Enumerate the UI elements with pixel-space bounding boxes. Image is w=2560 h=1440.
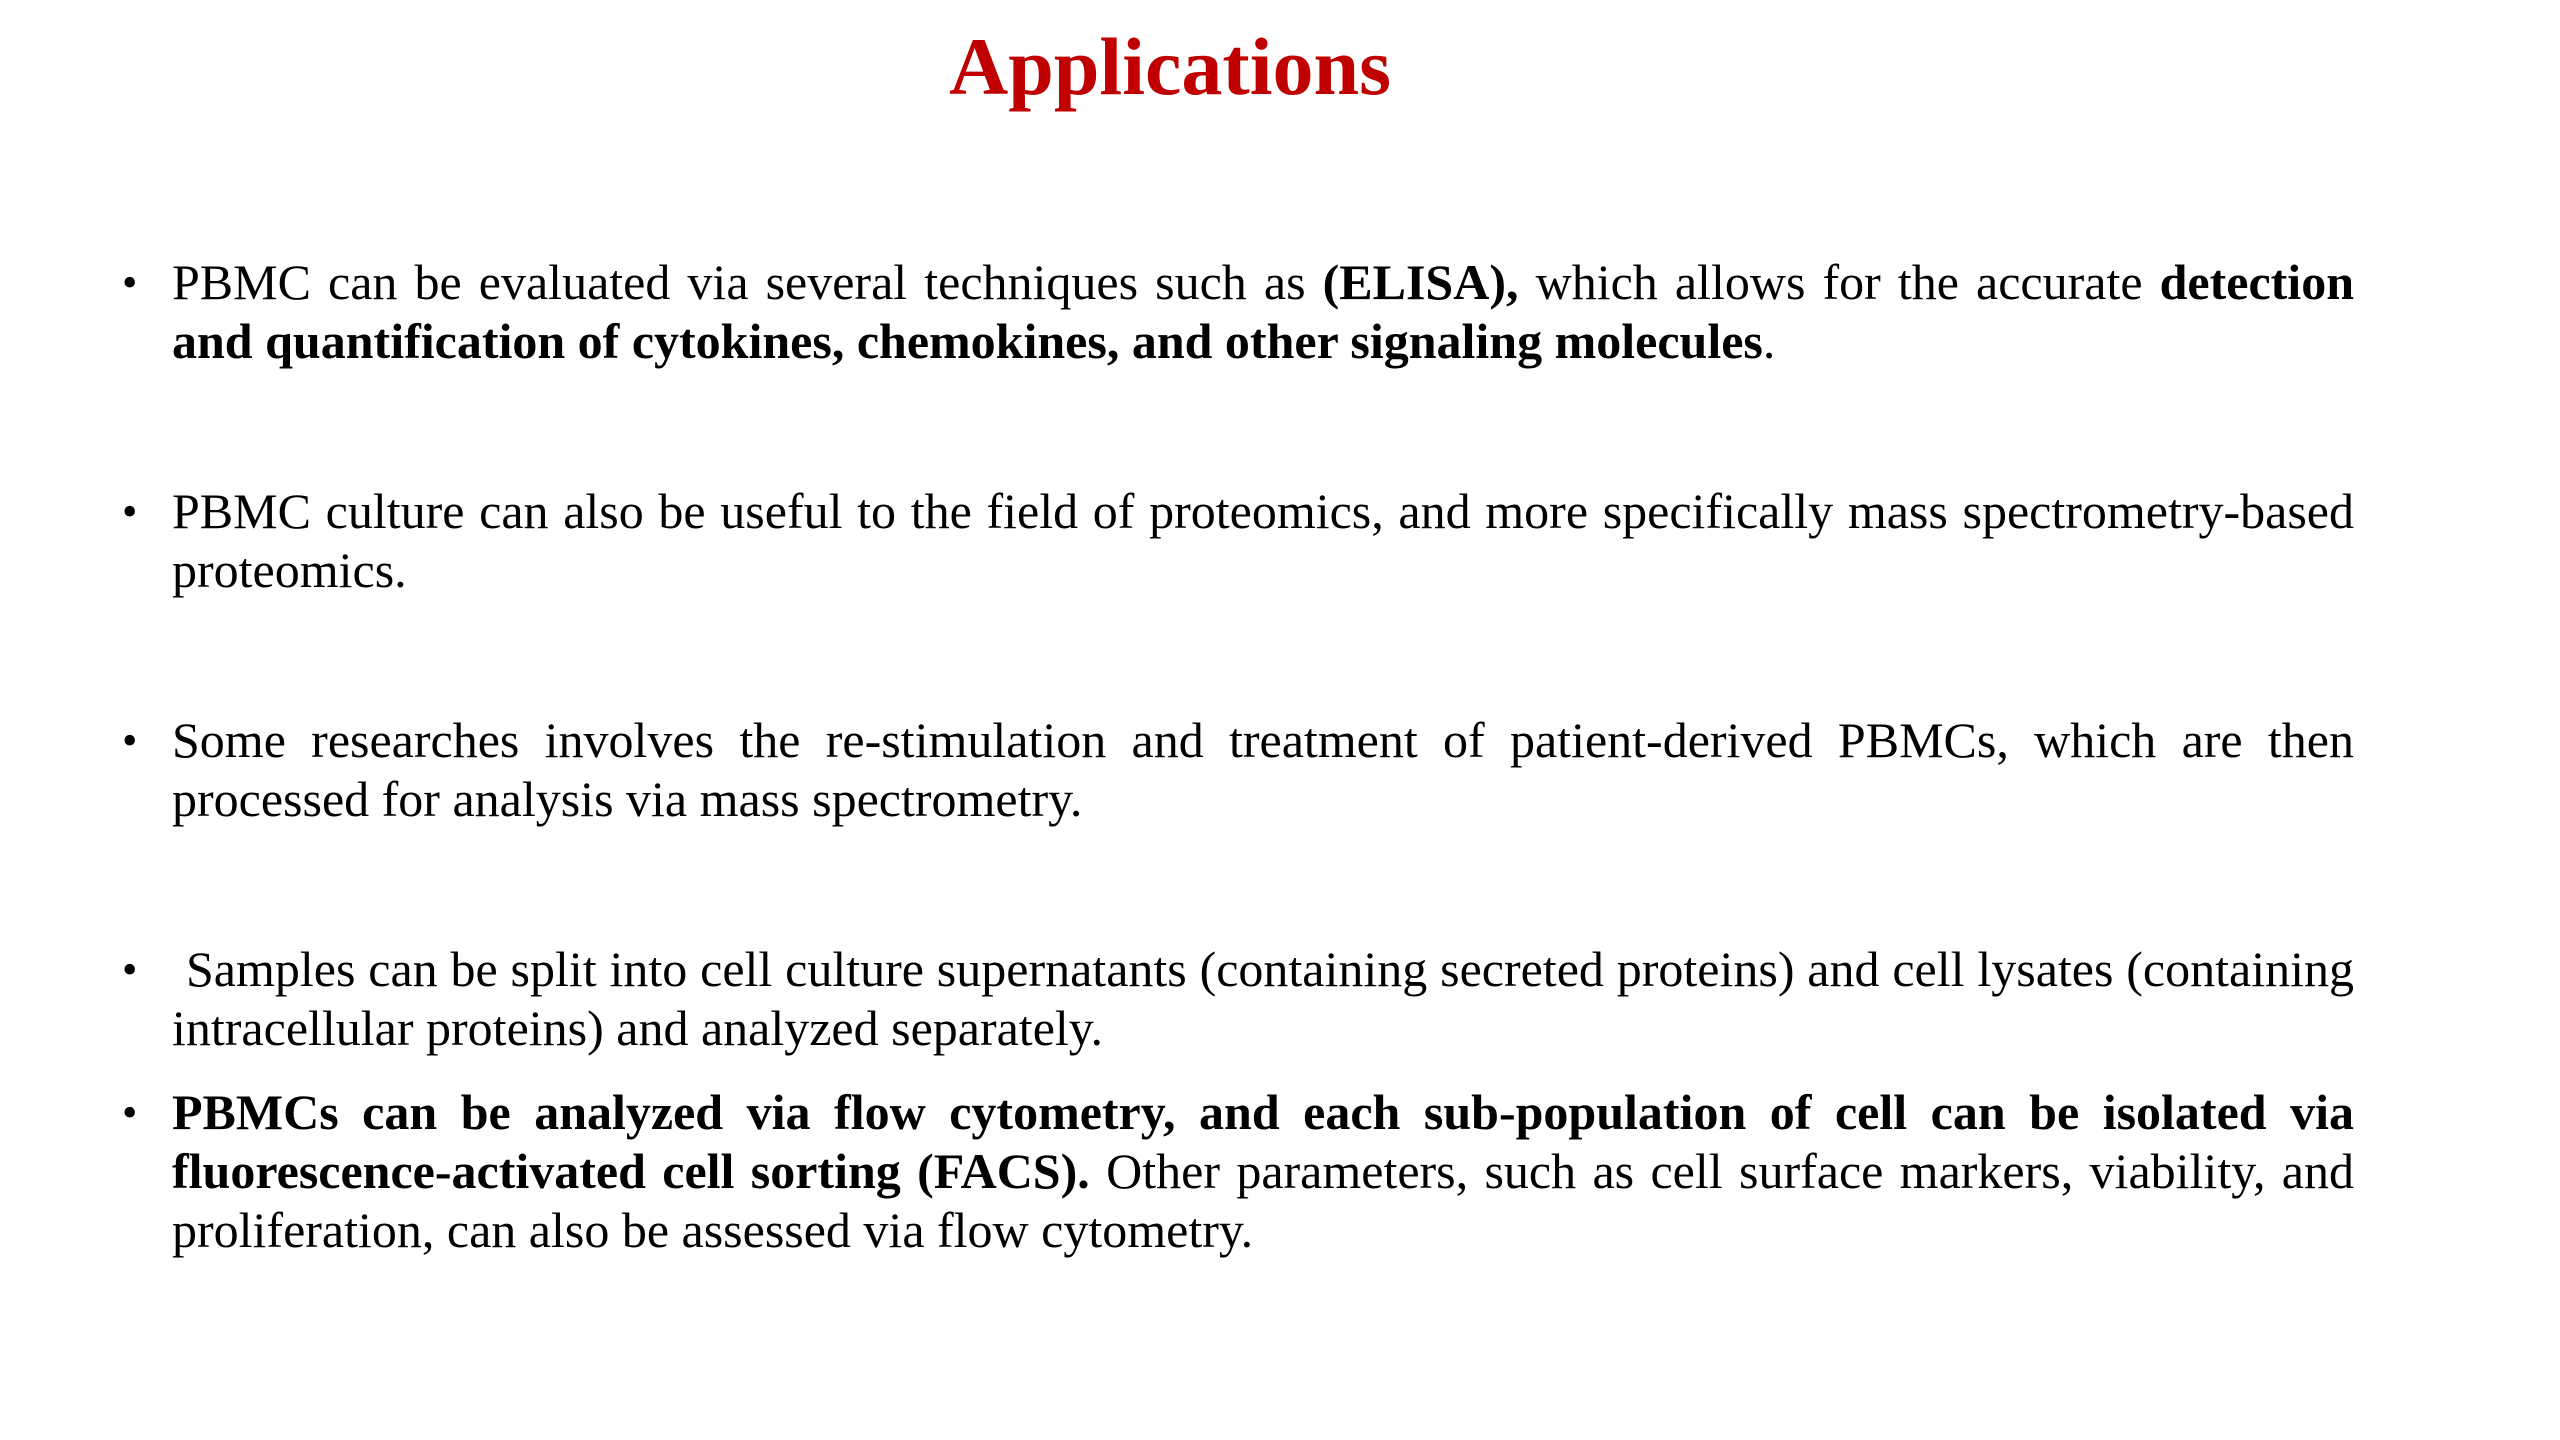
bullet-dot-icon: • xyxy=(122,258,138,307)
bullet-item-elisa xyxy=(122,253,2355,371)
bullet-text: Other parameters, such as cell surface markers, viability, and proliferation, can also be assessed via flow cytometry. xyxy=(172,1143,2354,1258)
bullet-item-restimulation xyxy=(122,711,2354,829)
bullet-text: Some researches involves the re-stimulation and treatment of patient-derived PBMCs, which are then processed for analysis via mass spectrometry. xyxy=(172,712,2354,827)
bullet-item-proteomics xyxy=(122,482,2354,600)
bullet-list xyxy=(122,253,2355,1260)
bullet-text-bold: detection and quantification of cytokines, chemokines, and other signaling molecules xyxy=(172,254,2355,369)
bullet-text: which allows for the accurate xyxy=(1518,254,2160,310)
bullet-text-bold: (ELISA), xyxy=(1322,254,1519,310)
bullet-text: PBMC can be evaluated via several techniques such as xyxy=(172,254,1323,310)
bullet-dot-icon: • xyxy=(122,945,138,994)
slide-title: Applications xyxy=(949,21,1391,112)
bullet-text: . xyxy=(1762,313,1776,369)
bullet-text: Samples can be split into cell culture supernatants (containing secreted proteins) and cell lysates (containing intracellular proteins) and analyzed separately. xyxy=(172,941,2354,1056)
bullet-item-samples xyxy=(122,940,2354,1058)
bullet-dot-icon: • xyxy=(122,1088,138,1137)
bullet-dot-icon: • xyxy=(122,716,138,765)
bullet-text-bold: PBMCs can be analyzed via flow cytometry, and each sub-population of cell can be isolated via fluorescence-activated cell sorting (FACS). xyxy=(172,1084,2354,1199)
bullet-dot-icon: • xyxy=(122,487,138,536)
bullet-item-flow-cytometry xyxy=(122,1083,2354,1260)
bullet-text: PBMC culture can also be useful to the field of proteomics, and more specifically mass spectrometry-based proteomics. xyxy=(172,483,2354,598)
